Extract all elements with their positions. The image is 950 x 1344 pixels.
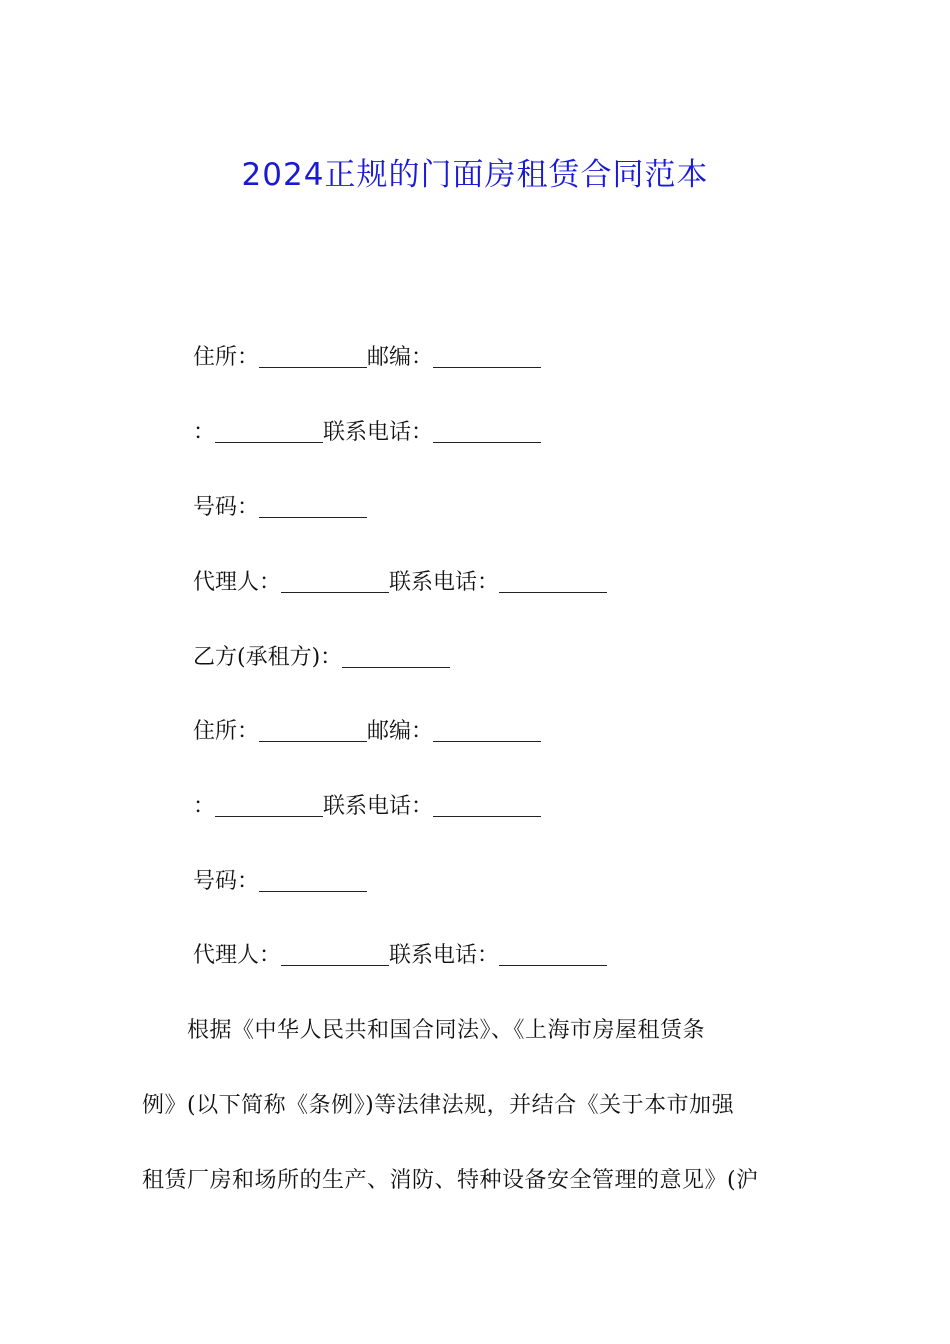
blank-field[interactable] [499,568,607,593]
blank-field[interactable] [259,867,367,892]
field-label: 代理人： [193,943,282,968]
blank-field[interactable] [499,941,607,966]
blank-field[interactable] [259,717,367,742]
form-line-agent [193,565,607,601]
field-label: 号码： [193,869,260,894]
form-line-phone [193,415,541,451]
field-label: 邮编： [367,345,434,370]
blank-field[interactable] [433,792,541,817]
field-label: ： [193,794,216,819]
field-label: 联系电话： [389,943,500,968]
field-label: 邮编： [367,719,434,744]
field-label: 联系电话： [389,570,500,595]
blank-field[interactable] [281,568,389,593]
blank-field[interactable] [215,792,323,817]
blank-field[interactable] [259,493,367,518]
paragraph-line: 例》(以下简称《条例》)等法律法规，并结合《关于本市加强 [142,1093,735,1118]
form-line-number [193,864,367,900]
document-title: 2024正规的门面房租赁合同范本 [241,156,709,193]
field-label: 住所： [193,345,260,370]
form-line-agent [193,938,607,974]
form-line-party-b [193,640,450,676]
field-label: 代理人： [193,570,282,595]
field-label: 乙方(承租方)： [193,645,343,670]
blank-field[interactable] [433,418,541,443]
blank-field[interactable] [259,343,367,368]
blank-field[interactable] [433,717,541,742]
field-label: 住所： [193,719,260,744]
form-line-address [193,714,541,750]
paragraph-line: 租赁厂房和场所的生产、消防、特种设备安全管理的意见》(沪 [142,1168,759,1193]
paragraph-line: 根据《中华人民共和国合同法》、《上海市房屋租赁条 [142,1018,706,1043]
field-label: 号码： [193,495,260,520]
field-label: 联系电话： [323,794,434,819]
field-label: ： [193,420,216,445]
blank-field[interactable] [281,941,389,966]
blank-field[interactable] [433,343,541,368]
form-line-phone [193,789,541,825]
form-line-number [193,490,367,526]
blank-field[interactable] [342,643,450,668]
blank-field[interactable] [215,418,323,443]
form-line-address [193,340,541,376]
field-label: 联系电话： [323,420,434,445]
